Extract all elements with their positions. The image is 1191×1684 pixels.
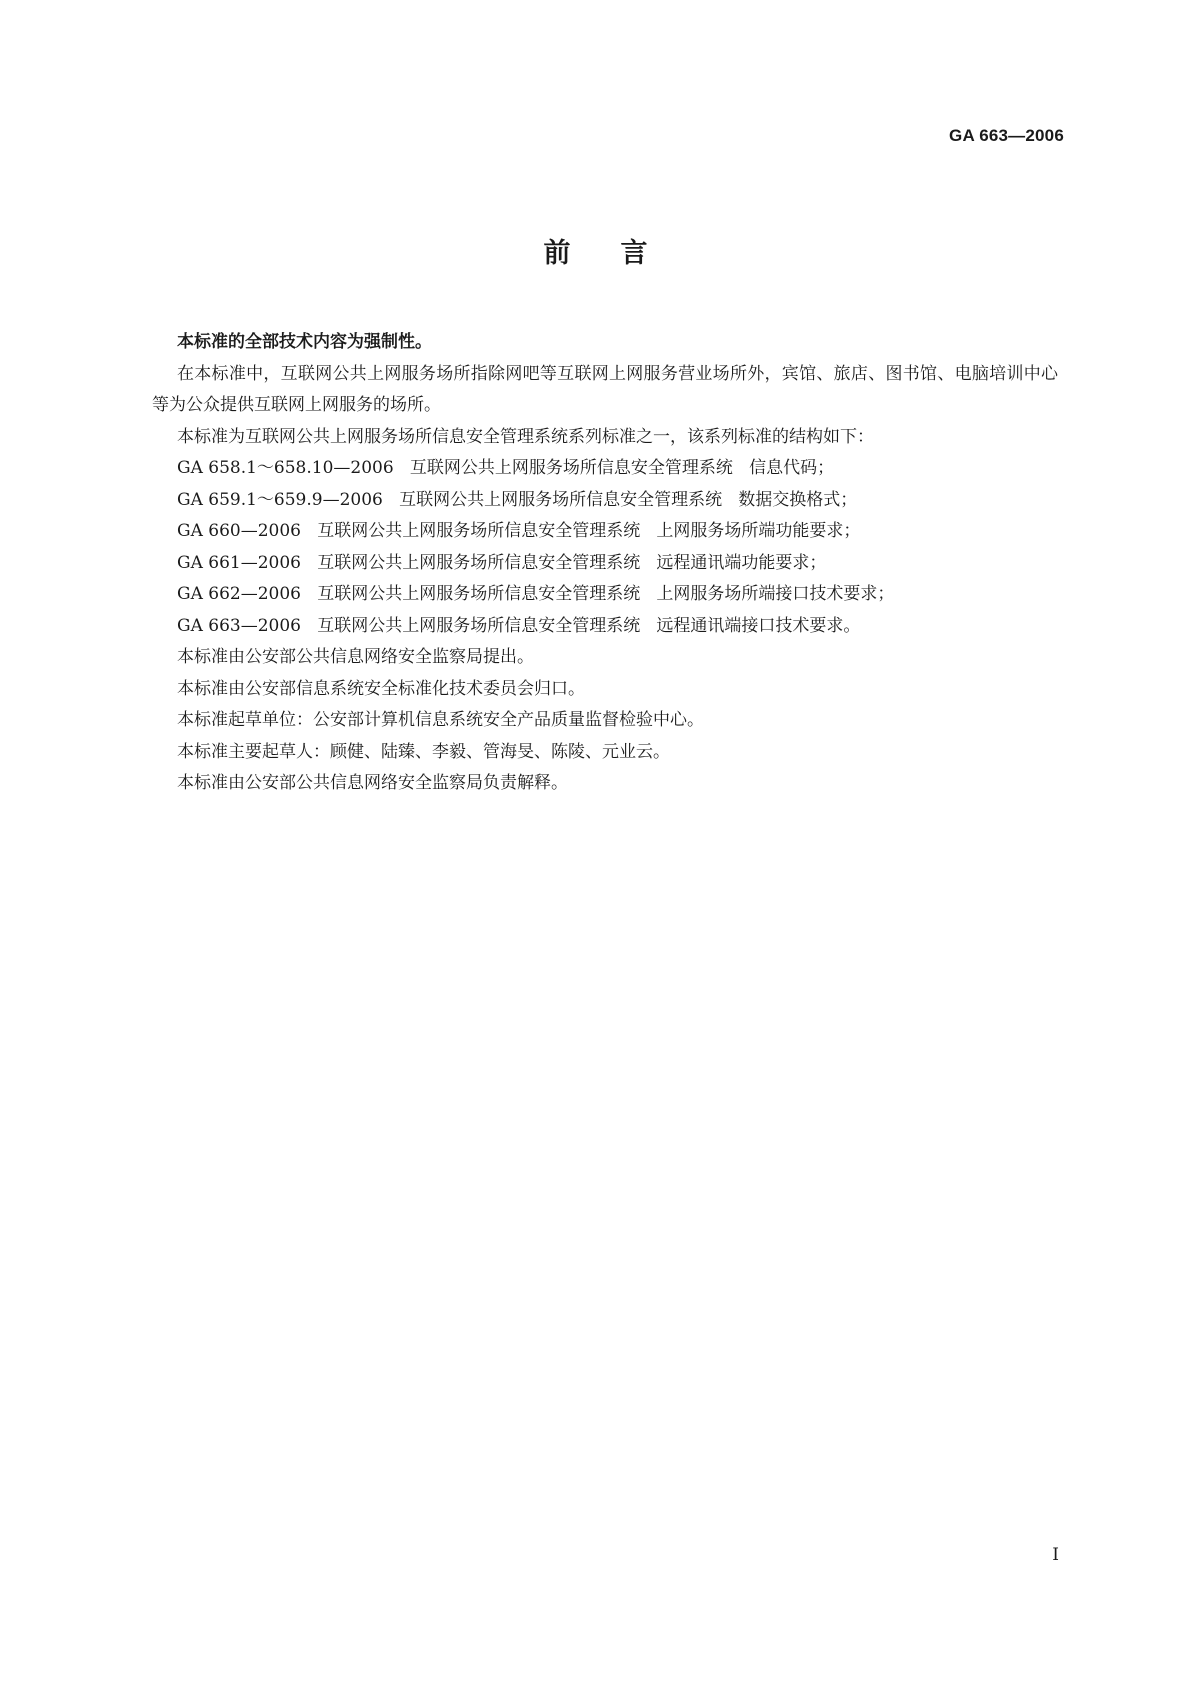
foreword-body xyxy=(152,327,1058,800)
interpretation: 本标准由公安部公共信息网络安全监察局负责解释。 xyxy=(177,773,568,793)
series-item-system: 互联网公共上网服务场所信息安全管理系统 xyxy=(399,489,723,510)
series-item-part: 上网服务场所端接口技术要求； xyxy=(656,584,895,604)
series-item-system: 互联网公共上网服务场所信息安全管理系统 xyxy=(317,584,641,604)
series-item-part: 上网服务场所端功能要求； xyxy=(656,521,861,541)
series-item-code: GA 662—2006 xyxy=(177,584,301,604)
series-list xyxy=(152,453,1058,642)
series-item-system: 互联网公共上网服务场所信息安全管理系统 xyxy=(409,458,733,478)
series-item-part: 数据交换格式； xyxy=(738,489,858,510)
series-item xyxy=(152,516,1058,548)
series-item-code: GA 660—2006 xyxy=(177,521,301,541)
series-item xyxy=(152,548,1058,580)
series-item-part: 远程通讯端接口技术要求。 xyxy=(656,615,861,636)
series-item-system: 互联网公共上网服务场所信息安全管理系统 xyxy=(317,615,641,636)
page-number: I xyxy=(1052,1545,1059,1565)
proposed-by: 本标准由公安部公共信息网络安全监察局提出。 xyxy=(177,647,534,667)
drafters: 本标准主要起草人：顾健、陆臻、李毅、管海旻、陈陵、元业云。 xyxy=(177,741,670,762)
page-title: 前言 xyxy=(543,238,698,269)
series-item xyxy=(152,453,1058,485)
series-item-system: 互联网公共上网服务场所信息安全管理系统 xyxy=(317,552,641,573)
series-item xyxy=(152,579,1058,611)
series-item xyxy=(152,611,1058,643)
series-item-code: GA 663—2006 xyxy=(177,615,301,636)
mandatory-statement: 本标准的全部技术内容为强制性。 xyxy=(177,332,432,352)
scope-definition: 在本标准中，互联网公共上网服务场所指除网吧等互联网上网服务营业场所外，宾馆、旅店、图书馆、电脑培训中心等为公众提供互联网上网服务的场所。 xyxy=(152,363,1058,415)
series-item-code: GA 659.1～659.9—2006 xyxy=(177,489,383,510)
series-item-code: GA 661—2006 xyxy=(177,552,301,573)
series-item-system: 互联网公共上网服务场所信息安全管理系统 xyxy=(317,521,641,541)
centralized-by: 本标准由公安部信息系统安全标准化技术委员会归口。 xyxy=(177,678,585,699)
series-item-part: 远程通讯端功能要求； xyxy=(656,552,827,573)
series-item-part: 信息代码； xyxy=(749,458,835,478)
series-item xyxy=(152,485,1058,517)
series-intro: 本标准为互联网公共上网服务场所信息安全管理系统系列标准之一，该系列标准的结构如下： xyxy=(177,426,874,447)
standard-code: GA 663—2006 xyxy=(949,126,1064,145)
drafting-unit: 本标准起草单位：公安部计算机信息系统安全产品质量监督检验中心。 xyxy=(177,710,704,730)
series-item-code: GA 658.1～658.10—2006 xyxy=(177,458,394,478)
